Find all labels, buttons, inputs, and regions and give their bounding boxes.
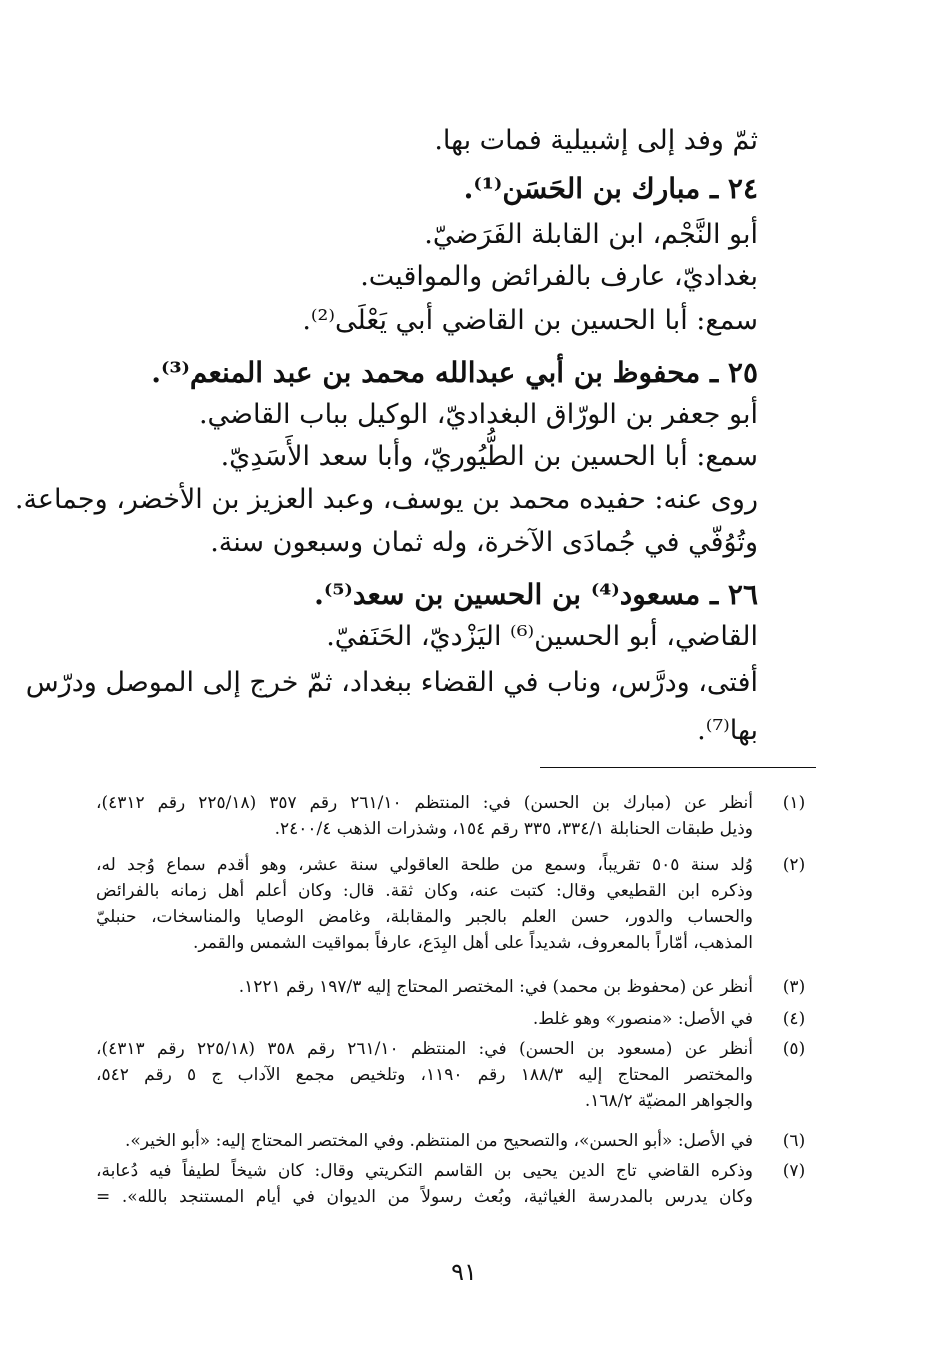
footnote-line: وذكره ابن القطيعي وقال: كتبت عنه، وكان ثقة. قال: وكان أعلم أهل زمانه بالفرائض — [96, 881, 753, 901]
footnote-5 — [96, 1036, 816, 1114]
body-line: القاضي، أبو الحسين⁽⁶⁾ اليَزْديّ، الحَنَفيّ. — [326, 621, 758, 652]
footnote-line: أنظر عن (مبارك بن الحسن) في: المنتظم ٢٦١/١٠ رقم ٣٥٧ (٢٢٥/١٨ رقم ٤٣١٢)، — [96, 793, 753, 813]
body-line: بها⁽⁷⁾. — [697, 715, 758, 746]
entry-heading-25: ٢٥ ـ محفوظ بن أبي عبدالله محمد بن عبد المنعم⁽³⁾. — [151, 356, 758, 389]
footnote-line: وكان يدرس بالمدرسة الغياثية، وبُعث رسولاً من الديوان في أيام المستنجد بالله». = — [96, 1187, 753, 1207]
footnote-number: (١) — [782, 793, 806, 813]
footnote-6 — [96, 1128, 816, 1154]
footnote-3 — [96, 974, 816, 1000]
footnote-7 — [96, 1158, 816, 1210]
footnote-1 — [96, 790, 816, 842]
entry-heading-26: ٢٦ ـ مسعود⁽⁴⁾ بن الحسين بن سعد⁽⁵⁾. — [314, 578, 758, 611]
footnote-number: (٦) — [782, 1131, 806, 1151]
body-line: أبو النَّجْم، ابن القابلة الفَرَضيّ. — [424, 219, 758, 250]
body-line: بغداديّ، عارف بالفرائض والمواقيت. — [360, 261, 758, 292]
entry-heading-24: ٢٤ ـ مبارك بن الحَسَن⁽¹⁾. — [463, 172, 758, 205]
body-line: ثمّ وفد إلى إشبيلية فمات بها. — [434, 125, 758, 156]
footnote-number: (٥) — [782, 1039, 806, 1059]
footnote-number: (٤) — [782, 1009, 806, 1029]
footnote-line: في الأصل: «منصور» وهو غلط. — [532, 1009, 753, 1029]
footnote-line: والمختصر المحتاج إليه ١٨٨/٣ رقم ١١٩٠، وتلخيص مجمع الآداب ج ٥ رقم ٥٤٢، — [96, 1065, 753, 1085]
footnote-number: (٣) — [782, 977, 806, 997]
footnote-line: أنظر عن (مسعود بن الحسن) في: المنتظم ٢٦١/١٠ رقم ٣٥٨ (٢٢٥/١٨ رقم ٤٣١٣)، — [96, 1039, 753, 1059]
body-line: أبو جعفر بن الورّاق البغداديّ، الوكيل بباب القاضي. — [198, 399, 758, 430]
footnote-4 — [96, 1006, 816, 1032]
page-number: ٩١ — [451, 1258, 477, 1286]
body-line: وتُوُفّي في جُمادَى الآخرة، وله ثمان وسبعون سنة. — [210, 527, 758, 558]
footnote-line: المذهب، أمّاراً بالمعروف، شديداً على أهل البِدَع، عارفاً بمواقيت الشمس والقمر. — [193, 933, 753, 953]
footnote-number: (٢) — [782, 855, 806, 875]
footnote-2 — [96, 852, 816, 956]
body-line: سمع: أبا الحسين بن القاضي أبي يَعْلَى⁽²⁾. — [302, 305, 758, 336]
footnote-line: والحساب والدور، حسن العلم بالجبر والمقابلة، وغامض الوصايا والمناسخات، حنبليّ — [96, 907, 753, 927]
body-line: أفتى، ودرَّس، وناب في القضاء ببغداد، ثمّ خرج إلى الموصل ودرّس — [25, 667, 758, 698]
footnote-number: (٧) — [782, 1161, 806, 1181]
footnote-line: وُلد سنة ٥٠٥ تقريباً، وسمع من طلحة العاقولي سنة عشر، وهو أقدم سماع وُجد له، — [96, 855, 753, 875]
footnote-line: أنظر عن (محفوظ بن محمد) في: المختصر المحتاج إليه ١٩٧/٣ رقم ١٢٢١. — [238, 977, 753, 997]
body-line: روى عنه: حفيده محمد بن يوسف، وعبد العزيز بن الأخضر، وجماعة. — [14, 484, 758, 515]
footnote-line: في الأصل: «أبو الحسن»، والتصحيح من المنتظم. وفي المختصر المحتاج إليه: «أبو الخير». — [124, 1131, 753, 1151]
footnote-line: والجواهر المضيّة ١٦٨/٢. — [584, 1091, 753, 1111]
footnote-separator — [540, 767, 816, 768]
body-line: سمع: أبا الحسين بن الطُّيُوريّ، وأبا سعد الأَسَدِيّ. — [220, 441, 758, 472]
footnote-line: وذيل طبقات الحنابلة ٣٣٤/١، ٣٣٥ رقم ١٥٤، وشذرات الذهب ٢٤٠٠/٤. — [274, 819, 753, 839]
footnote-line: وذكره القاضي تاج الدين يحيى بن القاسم التكريتي وقال: كان شيخاً لطيفاً فيه دُعابة، — [96, 1161, 753, 1181]
